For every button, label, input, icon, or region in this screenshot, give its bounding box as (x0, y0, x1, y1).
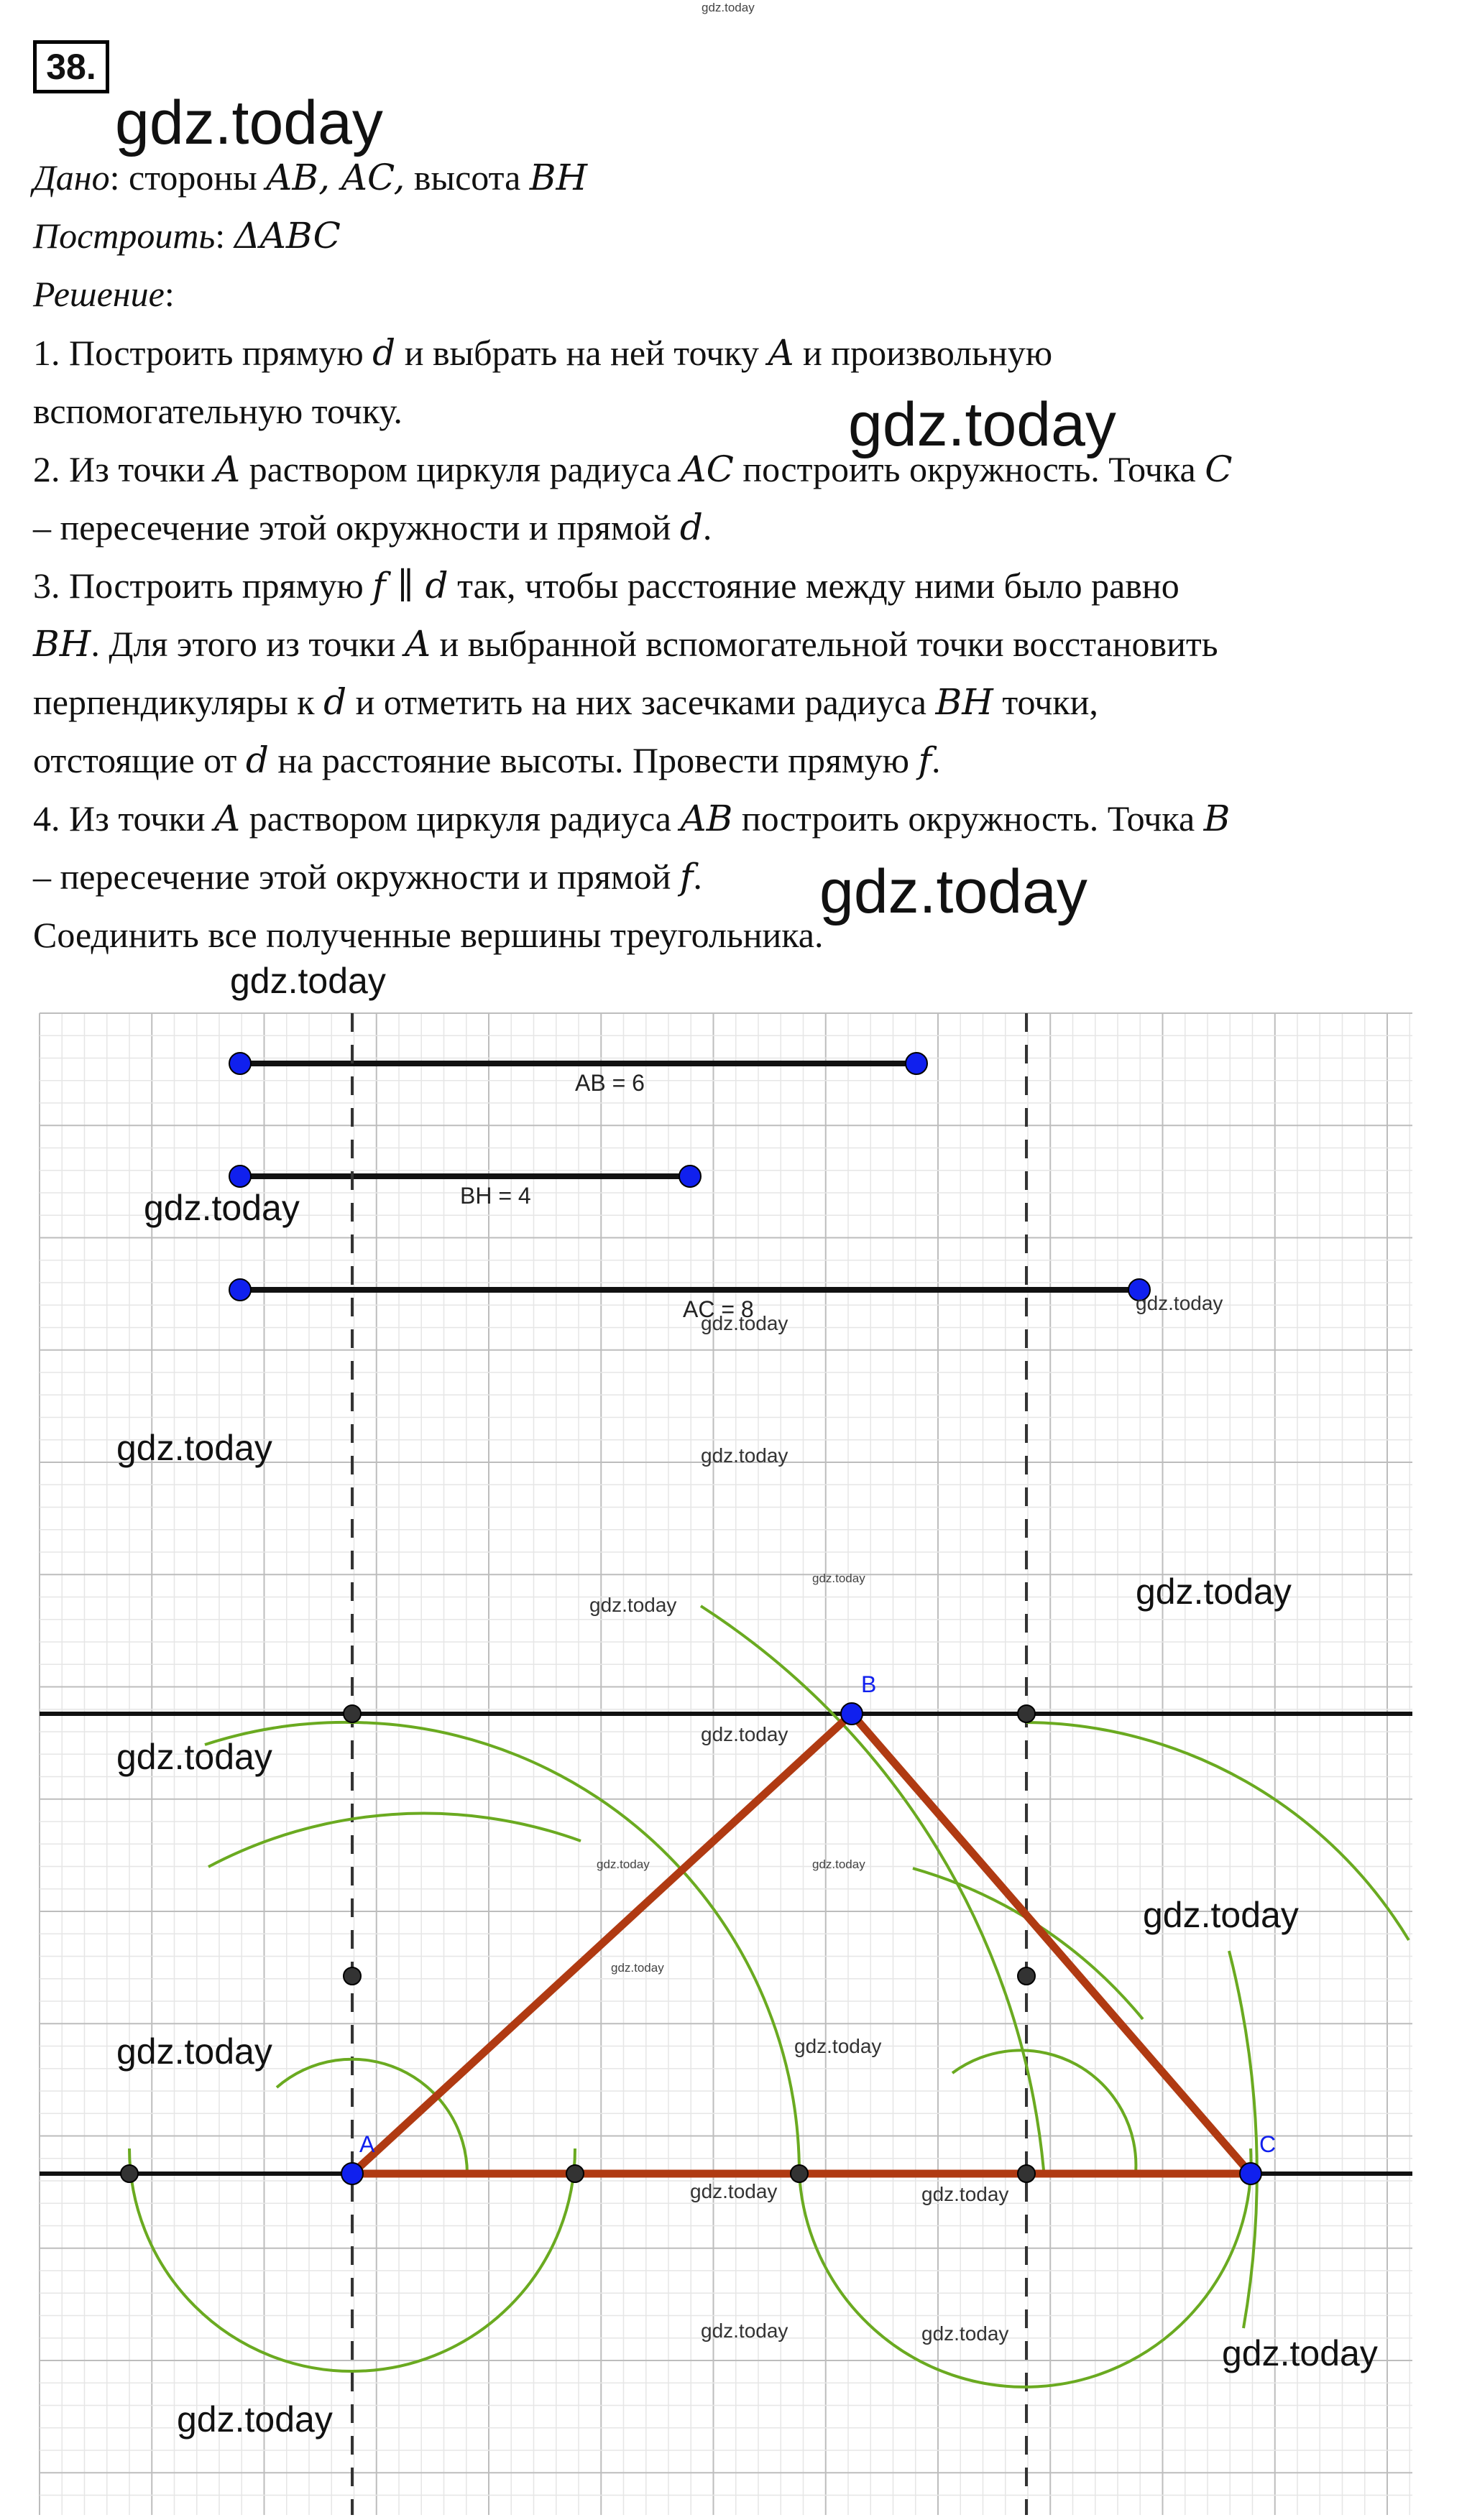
watermark: gdz.today (819, 857, 1087, 926)
point (906, 1053, 927, 1074)
segment-ac (229, 1279, 1150, 1322)
watermark: gdz.today (812, 1857, 865, 1871)
step-text: . (931, 740, 941, 780)
point (679, 1166, 701, 1187)
given-height: BH (529, 157, 588, 198)
given-sides: AB, AC, (266, 157, 405, 198)
watermark: gdz.today (597, 1857, 650, 1871)
step-text: 1. Построить прямую (33, 333, 373, 373)
watermark: gdz.today (794, 2035, 882, 2057)
step-text: 4. Из точки (33, 798, 214, 839)
step-text: отстоящие от (33, 740, 246, 780)
watermark: gdz.today (589, 1594, 677, 1616)
point (229, 1279, 251, 1301)
point (229, 1166, 251, 1187)
step-math: BH (935, 681, 993, 723)
solution-heading (33, 276, 175, 312)
point-b (841, 1703, 863, 1725)
task-number: 38. (33, 40, 109, 93)
watermark: gdz.today (116, 1737, 272, 1777)
step-math: d (323, 681, 347, 723)
step-text: раствором циркуля радиуса (240, 449, 681, 489)
watermark: gdz.today (230, 961, 386, 1001)
step-math: BH (33, 623, 91, 665)
point (1018, 2165, 1035, 2182)
step-text: и выбрать на ней точку (395, 333, 768, 373)
step-text: и отметить на них засечками радиуса (346, 682, 936, 722)
step-text: построить окружность. Точка (733, 449, 1205, 489)
triangle-abc (352, 1714, 1251, 2174)
step-math: f (679, 856, 694, 897)
step-math: AC (680, 448, 734, 490)
solution-label: Решение (33, 274, 165, 314)
step-math: A (404, 623, 431, 665)
point (566, 2165, 584, 2182)
point-c (1240, 2163, 1261, 2184)
point (791, 2165, 808, 2182)
point-a (341, 2163, 363, 2184)
step-math: AB (680, 798, 733, 839)
step-text: и произвольную (794, 333, 1053, 373)
point (344, 1967, 361, 1985)
step-text: вспомогательную точку. (33, 391, 403, 431)
watermark: gdz.today (701, 2320, 788, 2342)
step-math: f ∥ d (372, 565, 449, 606)
final-line (33, 917, 824, 953)
step-3-line-3 (33, 681, 1098, 723)
step-text: и выбранной вспомогательной точки восстановить (431, 624, 1218, 664)
given-line (33, 157, 588, 198)
step-2-line-2 (33, 507, 712, 548)
watermark: gdz.today (1136, 1292, 1223, 1314)
step-text: . Для этого из точки (91, 624, 405, 664)
step-math: C (1205, 448, 1233, 490)
step-3-line-4 (33, 739, 941, 781)
point (1018, 1967, 1035, 1985)
step-1-line-2 (33, 393, 403, 429)
watermark: gdz.today (701, 1723, 788, 1745)
construct-target: ΔABC (234, 215, 341, 257)
point (344, 1705, 361, 1722)
step-1-line-1 (33, 332, 1053, 374)
watermark: gdz.today (690, 2180, 778, 2202)
label-b: B (861, 1671, 877, 1697)
label-c: C (1259, 2131, 1277, 2157)
construct-text: : (215, 216, 234, 256)
watermark: gdz.today (1143, 1895, 1299, 1935)
watermark: gdz.today (812, 1571, 865, 1585)
step-text: на расстояние высоты. Провести прямую (268, 740, 919, 780)
point (229, 1053, 251, 1074)
point (1018, 1705, 1035, 1722)
segment-bh (229, 1166, 701, 1209)
step-text: построить окружность. Точка (732, 798, 1204, 839)
point (121, 2165, 138, 2182)
watermark: gdz.today (701, 1312, 788, 1334)
watermark: gdz.today (116, 2031, 272, 2072)
step-math: d (679, 507, 703, 548)
step-math: A (213, 798, 241, 839)
segment-ab-label: AB = 6 (575, 1070, 645, 1096)
watermark: gdz.today (848, 390, 1116, 459)
watermark: gdz.today (177, 2399, 333, 2440)
construct-label: Построить (33, 216, 216, 256)
given-label: Дано (33, 157, 110, 198)
watermark: gdz.today (144, 1188, 300, 1228)
step-text: точки, (993, 682, 1098, 722)
step-text: перпендикуляры к (33, 682, 324, 722)
label-a: A (359, 2131, 375, 2157)
step-math: A (213, 448, 241, 490)
watermark: gdz.today (921, 2322, 1009, 2345)
step-3-line-2 (33, 623, 1218, 665)
watermark: gdz.today (1136, 1571, 1292, 1612)
watermark: gdz.today (1222, 2333, 1378, 2373)
step-text: 2. Из точки (33, 449, 214, 489)
arc-bh-a (352, 1722, 799, 2174)
step-2-line-1 (33, 448, 1233, 490)
step-text: так, чтобы расстояние между ними было равно (448, 566, 1179, 606)
watermark: gdz.today (611, 1961, 664, 1975)
watermark: gdz.today (701, 1444, 788, 1467)
step-4-line-2 (33, 856, 702, 897)
given-text: : стороны (109, 157, 267, 198)
solution-colon: : (164, 274, 175, 314)
segment-ac-label: AC = 8 (683, 1296, 754, 1322)
step-text: 3. Построить прямую (33, 566, 373, 606)
step-math: B (1203, 798, 1231, 839)
step-math: f (918, 739, 932, 781)
step-math: d (245, 739, 269, 781)
step-math: d (372, 332, 396, 374)
step-text: – пересечение этой окружности и прямой (33, 507, 680, 548)
watermark: gdz.today (116, 1428, 272, 1468)
top-watermark: gdz.today (702, 1, 755, 14)
watermark: gdz.today (921, 2183, 1009, 2205)
final-text: Соединить все полученные вершины треугольника. (33, 915, 824, 955)
watermark: gdz.today (115, 88, 383, 157)
step-math: A (768, 332, 794, 374)
step-text: . (693, 857, 702, 897)
given-text-2: высота (405, 157, 530, 198)
step-text: – пересечение этой окружности и прямой (33, 857, 680, 897)
step-text: раствором циркуля радиуса (240, 798, 681, 839)
step-text: . (702, 507, 712, 548)
segment-bh-label: BH = 4 (460, 1183, 531, 1209)
step-3-line-1 (33, 565, 1179, 606)
step-4-line-1 (33, 798, 1231, 839)
construct-line (33, 215, 341, 257)
